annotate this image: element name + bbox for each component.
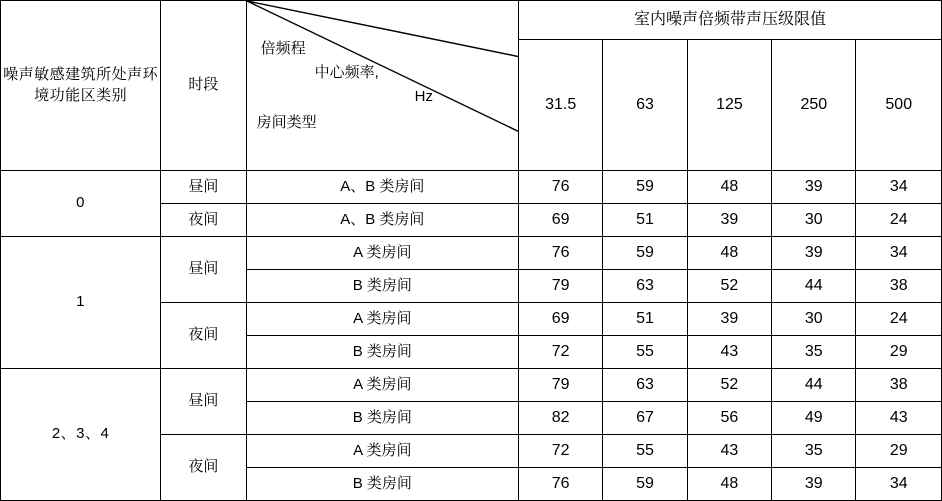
value-cell: 52 <box>687 369 771 402</box>
value-cell: 29 <box>856 336 942 369</box>
value-cell: 69 <box>518 303 602 336</box>
header-freq-250: 250 <box>772 40 856 171</box>
value-cell: 59 <box>603 468 687 501</box>
value-cell: 39 <box>687 204 771 237</box>
value-cell: 38 <box>856 369 942 402</box>
room-type-cell: A 类房间 <box>246 435 518 468</box>
value-cell: 55 <box>603 435 687 468</box>
room-type-cell: B 类房间 <box>246 336 518 369</box>
value-cell: 44 <box>772 369 856 402</box>
header-octave-group: 室内噪声倍频带声压级限值 <box>518 1 941 40</box>
value-cell: 35 <box>772 435 856 468</box>
table-header-row-1 <box>1 1 942 40</box>
room-type-cell: B 类房间 <box>246 402 518 435</box>
value-cell: 69 <box>518 204 602 237</box>
value-cell: 56 <box>687 402 771 435</box>
value-cell: 38 <box>856 270 942 303</box>
value-cell: 39 <box>772 237 856 270</box>
value-cell: 39 <box>687 303 771 336</box>
value-cell: 49 <box>772 402 856 435</box>
header-diagonal-split <box>246 1 518 171</box>
value-cell: 44 <box>772 270 856 303</box>
header-center-frequency-label: 中心频率, <box>314 64 379 81</box>
period-cell: 夜间 <box>161 303 246 369</box>
room-type-cell: A、B 类房间 <box>246 204 518 237</box>
value-cell: 39 <box>772 171 856 204</box>
value-cell: 76 <box>518 468 602 501</box>
table-row <box>1 237 942 270</box>
period-cell: 夜间 <box>161 204 246 237</box>
header-room-type-label: 房间类型 <box>256 114 317 131</box>
value-cell: 48 <box>687 237 771 270</box>
value-cell: 24 <box>856 204 942 237</box>
room-type-cell: A、B 类房间 <box>246 171 518 204</box>
value-cell: 35 <box>772 336 856 369</box>
value-cell: 30 <box>772 303 856 336</box>
value-cell: 48 <box>687 171 771 204</box>
category-cell: 1 <box>1 237 161 369</box>
value-cell: 29 <box>856 435 942 468</box>
value-cell: 76 <box>518 171 602 204</box>
header-octave-band-label: 倍频程 <box>260 40 306 57</box>
value-cell: 59 <box>603 237 687 270</box>
value-cell: 43 <box>687 435 771 468</box>
value-cell: 24 <box>856 303 942 336</box>
room-type-cell: B 类房间 <box>246 270 518 303</box>
value-cell: 30 <box>772 204 856 237</box>
value-cell: 55 <box>603 336 687 369</box>
value-cell: 63 <box>603 270 687 303</box>
value-cell: 72 <box>518 336 602 369</box>
room-type-cell: A 类房间 <box>246 303 518 336</box>
value-cell: 79 <box>518 369 602 402</box>
value-cell: 39 <box>772 468 856 501</box>
value-cell: 82 <box>518 402 602 435</box>
value-cell: 51 <box>603 204 687 237</box>
room-type-cell: B 类房间 <box>246 468 518 501</box>
header-hz-label: Hz <box>414 88 433 105</box>
period-cell: 昼间 <box>161 369 246 435</box>
room-type-cell: A 类房间 <box>246 237 518 270</box>
value-cell: 48 <box>687 468 771 501</box>
value-cell: 52 <box>687 270 771 303</box>
value-cell: 72 <box>518 435 602 468</box>
period-cell: 昼间 <box>161 237 246 303</box>
value-cell: 51 <box>603 303 687 336</box>
value-cell: 59 <box>603 171 687 204</box>
header-freq-31-5: 31.5 <box>518 40 602 171</box>
value-cell: 63 <box>603 369 687 402</box>
header-freq-500: 500 <box>856 40 942 171</box>
value-cell: 43 <box>856 402 942 435</box>
value-cell: 34 <box>856 171 942 204</box>
header-freq-125: 125 <box>687 40 771 171</box>
category-cell: 2、3、4 <box>1 369 161 501</box>
header-freq-63: 63 <box>603 40 687 171</box>
category-cell: 0 <box>1 171 161 237</box>
table-row <box>1 369 942 402</box>
diagonal-box <box>247 1 518 170</box>
table-row <box>1 171 942 204</box>
room-type-cell: A 类房间 <box>246 369 518 402</box>
value-cell: 34 <box>856 468 942 501</box>
value-cell: 76 <box>518 237 602 270</box>
value-cell: 79 <box>518 270 602 303</box>
diagonal-lines-icon <box>247 1 518 170</box>
value-cell: 34 <box>856 237 942 270</box>
period-cell: 夜间 <box>161 435 246 501</box>
value-cell: 43 <box>687 336 771 369</box>
header-category: 噪声敏感建筑所处声环境功能区类别 <box>1 1 161 171</box>
value-cell: 67 <box>603 402 687 435</box>
header-period: 时段 <box>161 1 246 171</box>
period-cell: 昼间 <box>161 171 246 204</box>
